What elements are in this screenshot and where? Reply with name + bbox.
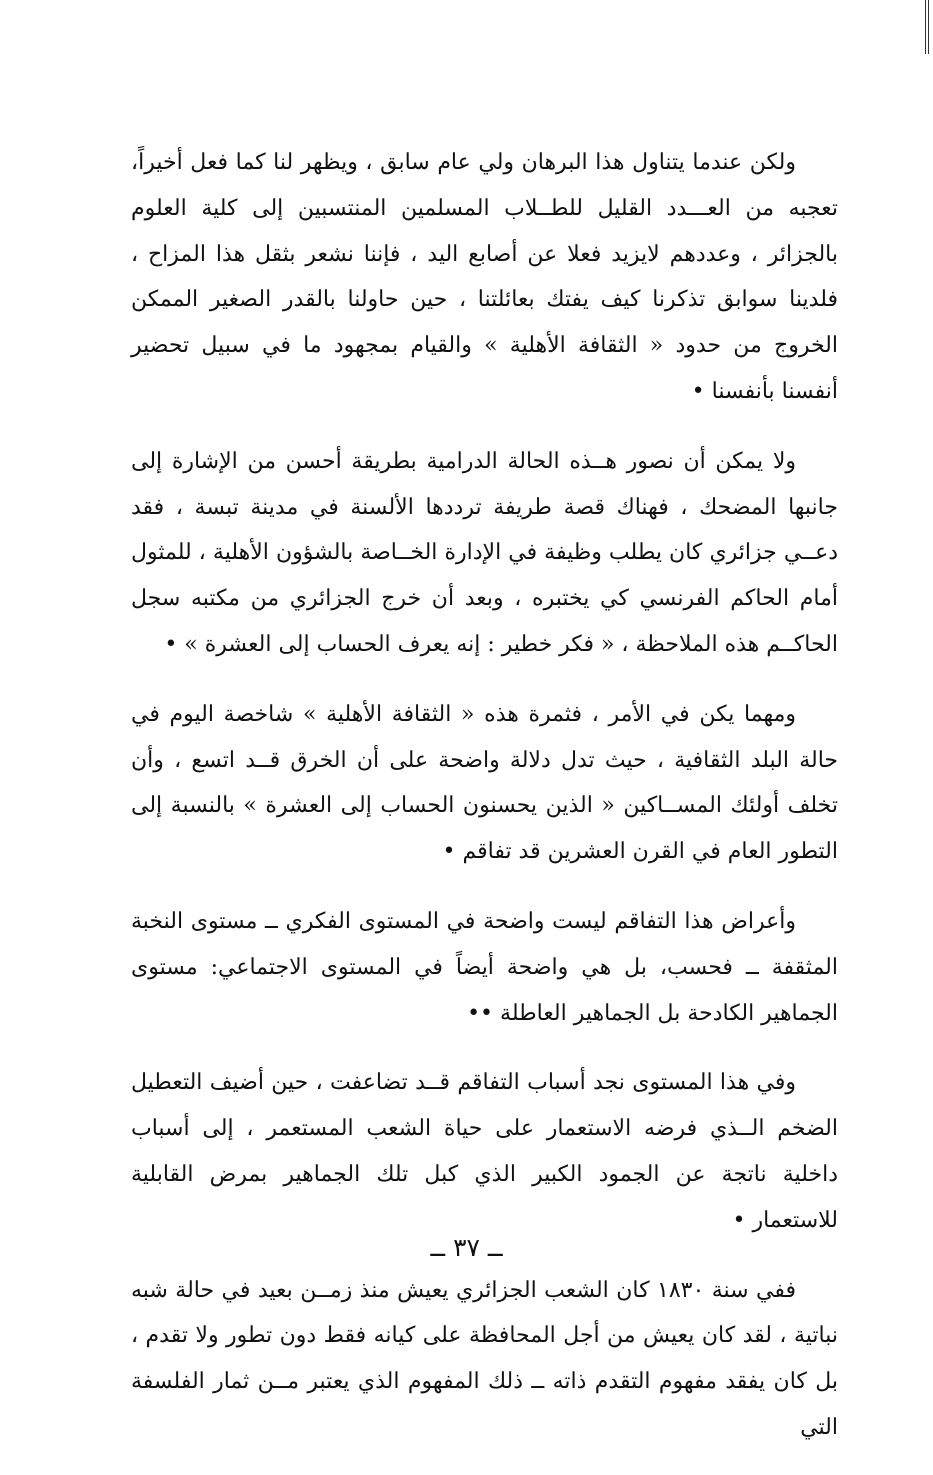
page-edge-mark bbox=[925, 0, 929, 54]
paragraph-3: ومهما يكن في الأمر ، فثمرة هذه « الثقافة الأهلية » شاخصة اليوم في حالة البلد الثقافية ، حيث تدل دلالة واضحة على أن الخرق قــد اتسع ، وأن تخلف أولئك المســاكين « الذين يحسنون الحساب إلى العشرة » بالنسبة إلى التطور العام في القرن العشرين قد تفاقم • bbox=[131, 701, 838, 865]
paragraph-2: ولا يمكن أن نصور هــذه الحالة الدرامية بطريقة أحسن من الإشارة إلى جانبها المضحك ، فهناك قصة طريفة ترددها الألسنة في مدينة تبسة ، فقد دعــي جزائري كان يطلب وظيفة في الإدارة الخــاصة بالشؤون الأهلية ، للمثول أمام الحاكم الفرنسي كي يختبره ، وبعد أن خرج الجزائري من مكتبه سجل الحاكــم هذه الملاحظة ، « فكر خطير : إنه يعرف الحساب إلى العشرة » • bbox=[131, 448, 838, 657]
page-number: ــ ٣٧ ــ bbox=[430, 1233, 503, 1262]
paragraph-5: وفي هذا المستوى نجد أسباب التفاقم قــد تضاعفت ، حين أضيف التعطيل الضخم الــذي فرضه الاستعمار على حياة الشعب المستعمر ، إلى أسباب داخلية ناتجة عن الجمود الكبير الذي كبل تلك الجماهير بمرض القابلية للاستعمار • bbox=[131, 1070, 838, 1233]
paragraph-6: ففي سنة ١٨٣٠ كان الشعب الجزائري يعيش منذ زمــن بعيد في حالة شبه نباتية ، لقد كان يعيش من أجل المحافظة على كيانه فقط دون تطور ولا تقدم ، بل كان يفقد مفهوم التقدم ذاته ــ ذلك المفهوم الذي يعتبر مــن ثمار الفلسفة التي bbox=[131, 1277, 838, 1440]
paragraph-4: وأعراض هذا التفاقم ليست واضحة في المستوى الفكري ــ مستوى النخبة المثقفة ــ فحسب، بل هي واضحة أيضاً في المستوى الاجتماعي: مستوى الجماهير الكادحة بل الجماهير العاطلة •• bbox=[131, 908, 838, 1026]
page-body-text bbox=[131, 140, 838, 1475]
paragraph-1: ولكن عندما يتناول هذا البرهان ولي عام سابق ، ويظهر لنا كما فعل أخيراً، تعجبه من العـــدد القليل للطــلاب المسلمين المنتسبين إلى كلية العلوم بالجزائر ، وعددهم لايزيد فعلا عن أصابع اليد ، فإننا نشعر بثقل هذا المزاح ، فلدينا سوابق تذكرنا كيف يفتك بعائلتنا ، حين حاولنا بالقدر الصغير الممكن الخروج من حدود « الثقافة الأهلية » والقيام بمجهود ما في سبيل تحضير أنفسنا بأنفسنا • bbox=[131, 150, 838, 404]
